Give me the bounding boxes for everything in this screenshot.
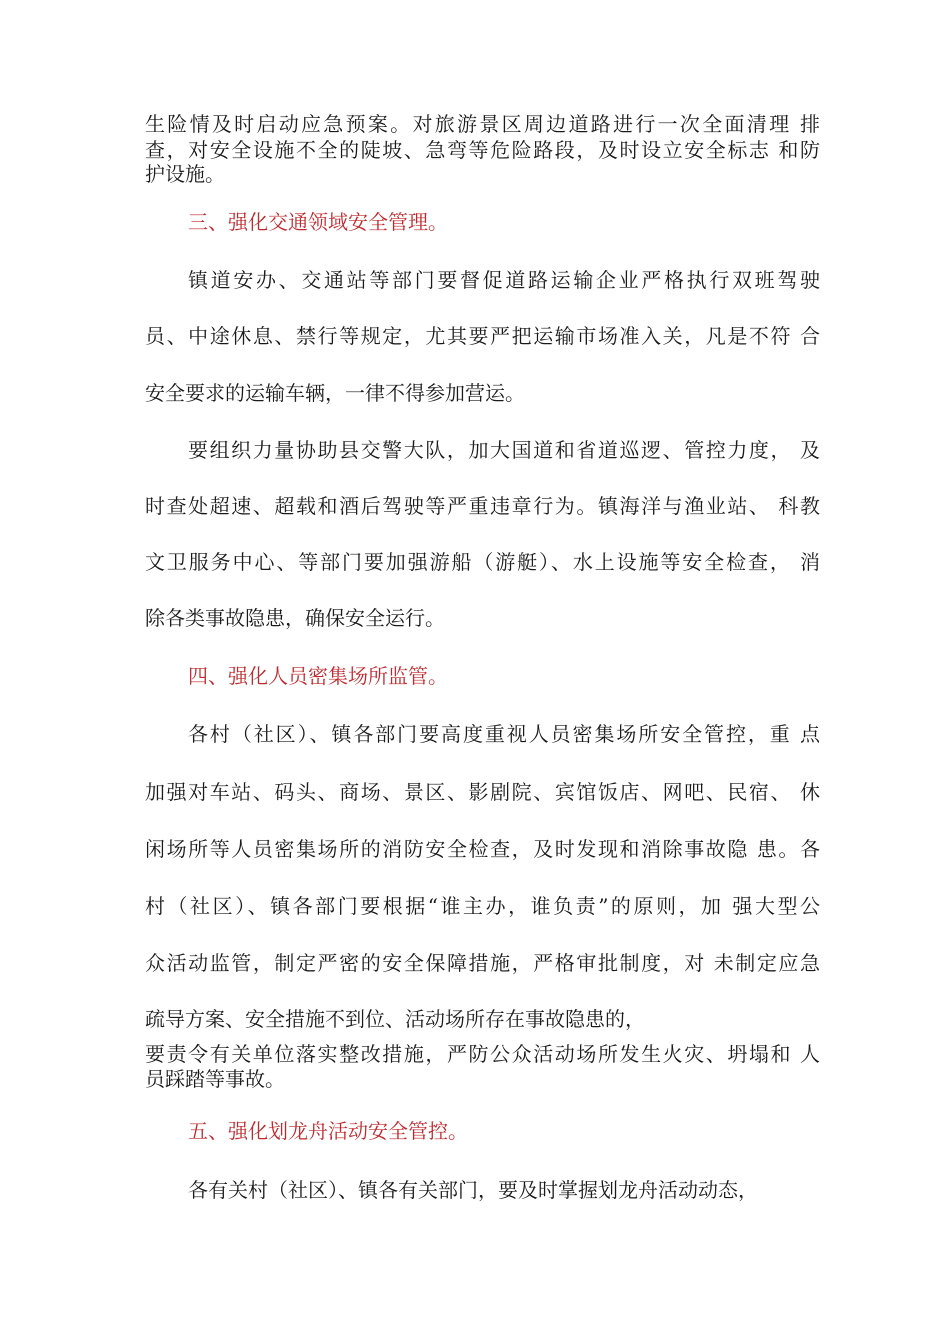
section-4-p1-line-4: 村（社区）、镇各部门要根据“谁主办，谁负责”的原则，加 强大型公 [145, 894, 820, 918]
section-4-p1-line-2: 加强对车站、码头、商场、景区、影剧院、宾馆饭店、网吧、民宿、 休 [145, 780, 820, 804]
intro-line-1: 生险情及时启动应急预案。对旅游景区周边道路进行一次全面清理 排 [145, 112, 820, 136]
section-4-p1-line-5: 众活动监管，制定严密的安全保障措施，严格审批制度，对 未制定应急 [145, 951, 820, 975]
section-3-p2-line-1: 要组织力量协助县交警大队，加大国道和省道巡逻、管控力度， 及 [188, 438, 820, 462]
section-3-p1-line-3: 安全要求的运输车辆，一律不得参加营运。 [145, 381, 525, 405]
section-4-p1-line-3: 闲场所等人员密集场所的消防安全检查，及时发现和消除事故隐 患。各 [145, 837, 820, 861]
section-4-p1-line-8: 员踩踏等事故。 [145, 1067, 285, 1091]
section-5-p1-line-1: 各有关村（社区）、镇各有关部门，要及时掌握划龙舟活动动态， [188, 1178, 758, 1202]
section-4-heading: 四、强化人员密集场所监管。 [188, 664, 448, 688]
intro-line-2: 查，对安全设施不全的陡坡、急弯等危险路段，及时设立安全标志 和防 [145, 138, 820, 162]
section-3-heading: 三、强化交通领域安全管理。 [188, 210, 448, 234]
section-3-p1-line-2: 员、中途休息、禁行等规定，尤其要严把运输市场准入关，凡是不符 合 [145, 324, 820, 348]
section-3-p1-line-1: 镇道安办、交通站等部门要督促道路运输企业严格执行双班驾驶 [188, 268, 820, 292]
section-4-p1-line-1: 各村（社区）、镇各部门要高度重视人员密集场所安全管控，重 点 [188, 722, 820, 746]
intro-line-3: 护设施。 [145, 162, 225, 186]
section-4-p1-line-7: 要责令有关单位落实整改措施，严防公众活动场所发生火灾、坍塌和 人 [145, 1042, 820, 1066]
section-3-p2-line-2: 时查处超速、超载和酒后驾驶等严重违章行为。镇海洋与渔业站、 科教 [145, 494, 820, 518]
section-3-p2-line-4: 除各类事故隐患，确保安全运行。 [145, 606, 445, 630]
section-4-p1-line-6: 疏导方案、安全措施不到位、活动场所存在事故隐患的， [145, 1007, 645, 1031]
section-5-heading: 五、强化划龙舟活动安全管控。 [188, 1119, 468, 1143]
section-3-p2-line-3: 文卫服务中心、等部门要加强游船（游艇）、水上设施等安全检查， 消 [145, 550, 820, 574]
